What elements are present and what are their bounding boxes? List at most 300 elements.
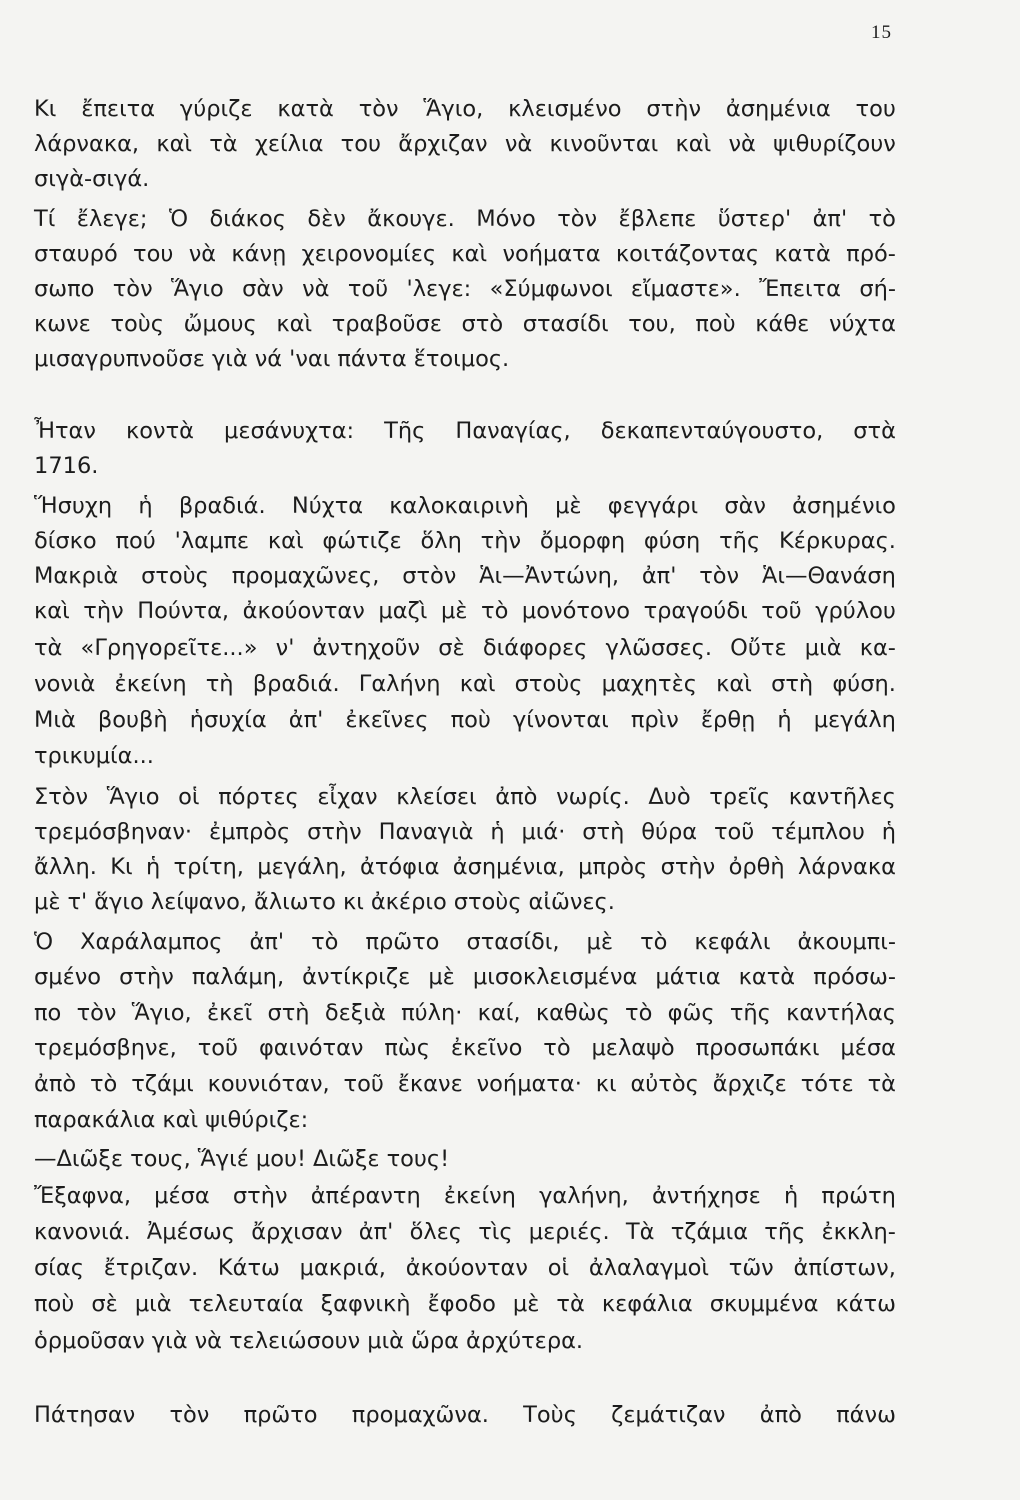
word: σή-	[859, 276, 896, 302]
word: Πάτησαν	[34, 1402, 136, 1428]
word: τρεμόσβηναν·	[34, 819, 193, 845]
word: ἀκέριο	[370, 889, 447, 915]
word: Στὸν	[34, 784, 89, 810]
word: παλάμη,	[191, 964, 285, 990]
word: κεφάλι	[694, 929, 771, 955]
word: σὲ	[438, 635, 465, 661]
word: ἡ	[881, 819, 896, 845]
word: ποὺ	[34, 1291, 75, 1317]
word: γίνονται	[512, 707, 609, 733]
word: προμαχῶνα.	[351, 1402, 489, 1428]
word: ὀρθὴ	[728, 854, 785, 880]
word: μέσα	[154, 1183, 210, 1209]
word: τους!	[386, 1146, 450, 1172]
word: κανονιά.	[34, 1219, 131, 1245]
word: καὶ	[716, 671, 752, 697]
word: κάνῃ	[231, 241, 287, 267]
word: στασίδι	[522, 311, 609, 337]
word: μὲ	[440, 598, 468, 624]
word: ἀκούονταν	[405, 1255, 528, 1281]
word: καὶ	[451, 241, 488, 267]
word: τῆς	[729, 1000, 771, 1026]
word: γρύλου	[815, 598, 896, 624]
word: τὸ	[90, 1071, 118, 1097]
word: τὰ	[556, 1291, 585, 1317]
word: μονότονο	[521, 598, 630, 624]
word: κουνιόταν,	[207, 1071, 330, 1097]
word: κινοῦνται	[549, 131, 659, 157]
word: τὸν	[699, 563, 740, 589]
word: φύση	[643, 528, 701, 554]
text-line	[34, 1142, 896, 1176]
text-line	[34, 925, 896, 959]
word: ἐκεῖνες	[345, 707, 429, 733]
word: στὸ	[461, 311, 504, 337]
word: τζάμια	[670, 1219, 749, 1245]
word: φεγγάρι	[607, 493, 699, 519]
word: μισαγρυπνοῦσε	[34, 346, 205, 372]
word: ξαφνικὴ	[320, 1291, 411, 1317]
word: τελειώσουν	[228, 1328, 361, 1354]
word: γαλήνη,	[539, 1183, 629, 1209]
word: φύση.	[832, 671, 896, 697]
word: αἰῶνες.	[528, 889, 615, 915]
text-line	[34, 272, 896, 306]
word: Ἅγιέ	[197, 1146, 249, 1172]
text-line	[34, 237, 896, 271]
word: ψιθύριζε:	[205, 1107, 309, 1133]
word: Τί	[34, 206, 56, 232]
word: νωρίς.	[556, 784, 630, 810]
word: δεκαπενταύγουστο,	[600, 418, 824, 444]
word: Ἅγιο	[171, 276, 224, 302]
word: ἀπ'	[249, 929, 285, 955]
word: κι	[342, 889, 364, 915]
word: γιὰ	[151, 1328, 188, 1354]
word: Μιὰ	[34, 707, 76, 733]
word: ἄλλη.	[34, 854, 97, 880]
text-line	[34, 202, 896, 236]
word: μακριά,	[299, 1255, 386, 1281]
word: Ὁ	[168, 206, 189, 232]
word: κάθε	[755, 311, 810, 337]
word: δίσκο	[34, 528, 97, 554]
word: τὴν	[83, 598, 124, 624]
word: νὰ	[728, 131, 756, 157]
word: τοῦ	[197, 1035, 239, 1061]
text-line	[34, 815, 896, 849]
word: προμαχῶνες,	[231, 563, 380, 589]
word: ἀπ'	[812, 206, 848, 232]
word: ἐμπρὸς	[208, 819, 291, 845]
word: πὼς	[384, 1035, 430, 1061]
text-line	[34, 559, 896, 593]
word: διάφορες	[482, 635, 588, 661]
text-line	[34, 631, 896, 665]
word: Παναγιὰ	[378, 819, 474, 845]
text-line	[34, 1324, 896, 1358]
word: καὶ	[162, 1107, 199, 1133]
word: ν'	[275, 635, 295, 661]
word: τοῦ	[761, 598, 802, 624]
word: ὤμους	[183, 311, 257, 337]
word: μπρὸς	[578, 854, 648, 880]
word: πύλη·	[401, 1000, 463, 1026]
word: εἶχαν	[317, 784, 378, 810]
word: νοήματα	[502, 241, 601, 267]
word: ἕτοιμος.	[413, 346, 510, 372]
word: κατὰ	[277, 96, 334, 122]
word: ἄρχιζε	[712, 1071, 787, 1097]
word: σίας	[34, 1255, 84, 1281]
word: ὕστερ'	[717, 206, 792, 232]
word: πρῶτο	[365, 929, 440, 955]
text-line	[34, 885, 896, 919]
word: τραβοῦσε	[331, 311, 442, 337]
text-line	[34, 667, 896, 701]
text-line	[34, 850, 896, 884]
word: ἡ	[777, 707, 792, 733]
word: παρακάλια	[34, 1107, 156, 1133]
word: νὰ	[194, 1328, 222, 1354]
word: ἀπ'	[288, 707, 324, 733]
word: ἀσημένιο	[792, 493, 896, 519]
word: Κάτω	[217, 1255, 280, 1281]
word: στασίδι,	[466, 929, 560, 955]
word: σιγὰ-σιγά.	[34, 166, 150, 192]
word: στοὺς	[514, 671, 583, 697]
word: τὸν	[112, 276, 153, 302]
word: τὸ	[625, 1000, 653, 1026]
word: οἱ	[178, 784, 200, 810]
word: 'λαμπε	[174, 528, 250, 554]
word: ποὺ	[450, 707, 491, 733]
word: σωπο	[34, 276, 95, 302]
word: φώτιζε	[322, 528, 402, 554]
text-line	[34, 996, 896, 1030]
word: κοιτάζοντας	[615, 241, 760, 267]
word: Κι	[110, 854, 133, 880]
word: τὸ	[481, 598, 509, 624]
word: ἀτόφια	[360, 854, 440, 880]
word: κωνε	[34, 311, 91, 337]
word: ἡ	[783, 1183, 799, 1209]
word: τρεῖς	[709, 784, 771, 810]
word: ἅγιο	[94, 889, 144, 915]
word: καὶ	[459, 671, 496, 697]
word: πρόσω-	[813, 964, 896, 990]
word: στὴν	[646, 96, 702, 122]
word: τῆς	[764, 1219, 806, 1245]
word: τὸν	[169, 1402, 210, 1428]
word: τὸν	[76, 1000, 117, 1026]
text-line	[34, 1103, 896, 1137]
word: Παναγίας,	[455, 418, 571, 444]
word: ἔρθῃ	[700, 707, 756, 733]
word: σμένο	[34, 964, 102, 990]
text-line	[34, 127, 896, 161]
word: ὅλη	[420, 528, 462, 554]
word: ἔκανε	[397, 1071, 463, 1097]
word: τοὺς	[110, 311, 164, 337]
word: λάρνακα	[798, 854, 896, 880]
word: τ'	[67, 889, 88, 915]
word: πρό-	[846, 241, 896, 267]
word: καὶ	[34, 598, 70, 624]
word: νὰ	[188, 241, 217, 267]
word: ἄκουγε.	[367, 206, 455, 232]
word: Οὔτε	[730, 635, 787, 661]
word: ζεμάτιζαν	[611, 1402, 726, 1428]
word: τελευταία	[188, 1291, 304, 1317]
text-line	[34, 1215, 896, 1249]
word: τὶς	[478, 1219, 513, 1245]
word: νοήματα·	[476, 1071, 582, 1097]
word: ἀπ'	[358, 1219, 394, 1245]
word: πρώτη	[821, 1183, 896, 1209]
word: εἴμαστε».	[630, 276, 741, 302]
word: τὸ	[868, 206, 896, 232]
word: Δυὸ	[648, 784, 691, 810]
word: βραδιά.	[252, 671, 340, 697]
word: κλείσει	[396, 784, 477, 810]
word: ἀρχύτερα.	[465, 1328, 584, 1354]
word: ἔφοδο	[427, 1291, 496, 1317]
word: ὁρμοῦσαν	[34, 1328, 145, 1354]
word: σκυμμένα	[709, 1291, 819, 1317]
word: ἀπὸ	[34, 1071, 77, 1097]
text-line	[34, 703, 896, 737]
word: Ἔπειτα	[759, 276, 841, 302]
word: τὸν	[358, 96, 399, 122]
word: καί,	[477, 1000, 521, 1026]
word: στὴ	[771, 671, 814, 697]
word: Ὁ	[34, 929, 54, 955]
word: τὰ	[867, 1071, 896, 1097]
word: τοῦ	[347, 276, 389, 302]
word: ἔλεγε;	[76, 206, 148, 232]
word: ἀπὸ	[759, 1402, 802, 1428]
word: νά	[254, 346, 283, 372]
text-line	[34, 414, 896, 448]
word: στοὺς	[453, 889, 522, 915]
word: γύριζε	[179, 96, 253, 122]
word: ἀκούονταν	[242, 598, 365, 624]
word: τῶν	[728, 1255, 774, 1281]
word: τους,	[130, 1146, 191, 1172]
text-line	[34, 960, 896, 994]
word: στοὺς	[141, 563, 209, 589]
word: γιὰ	[211, 346, 248, 372]
word: σὰν	[242, 276, 284, 302]
word: ἀντίκριζε	[302, 964, 411, 990]
word: καὶ	[675, 131, 712, 157]
word: στὰ	[853, 418, 896, 444]
word: θύρα	[641, 819, 698, 845]
word: ἐκεῖ	[206, 1000, 253, 1026]
word: χείλια	[254, 131, 324, 157]
word: μεγάλη	[813, 707, 896, 733]
text-line	[34, 449, 896, 483]
word: ἀκουμπι-	[797, 929, 896, 955]
word: Διῶξε	[313, 1146, 380, 1172]
word: στὴ	[267, 1000, 310, 1026]
word: ἀντηχοῦν	[312, 635, 421, 661]
word: τοῦ	[343, 1071, 384, 1097]
word: ἀπέραντη	[310, 1183, 421, 1209]
word: μέσα	[840, 1035, 896, 1061]
word: Ἁι—Ἀντώνη,	[479, 563, 619, 589]
word: 'ναι	[289, 346, 331, 372]
word: ἡ	[490, 819, 505, 845]
word: σὲ	[91, 1291, 118, 1317]
text-line	[34, 739, 896, 773]
word: ἀπὸ	[495, 784, 538, 810]
word: τὰ	[34, 635, 63, 661]
word: Ἁι—Θανάση	[761, 563, 896, 589]
word: Μόνο	[476, 206, 536, 232]
word: τρεμόσβηνε,	[34, 1035, 177, 1061]
word: μὲ	[586, 929, 614, 955]
word: τζάμι	[131, 1071, 194, 1097]
text-line	[34, 1179, 896, 1213]
word: τοῦ	[713, 819, 755, 845]
word: Χαράλαμπος	[80, 929, 223, 955]
word: προσωπάκι	[695, 1035, 820, 1061]
word: Κι	[34, 96, 57, 122]
word: του,	[628, 311, 676, 337]
word: ἀπίστων,	[793, 1255, 896, 1281]
word: Γαλήνη	[358, 671, 441, 697]
word: ἀσημένια	[725, 96, 831, 122]
word: στὴν	[307, 819, 362, 845]
word: Ἅγιο,	[131, 1000, 192, 1026]
word: 'λεγε:	[406, 276, 472, 302]
word: Ἅγιο,	[423, 96, 484, 122]
word: οἱ	[547, 1255, 570, 1281]
word: ἄρχιζαν	[398, 131, 488, 157]
word: καλοκαιρινὴ	[389, 493, 529, 519]
word: καθὼς	[535, 1000, 610, 1026]
word: τὸ	[640, 929, 668, 955]
word: τὰ	[209, 131, 238, 157]
word: λείψανο,	[150, 889, 248, 915]
text-line	[34, 342, 896, 376]
word: Ἔξαφνα,	[34, 1183, 131, 1209]
word: πρὶν	[630, 707, 679, 733]
word: πο	[34, 1000, 62, 1026]
word: ἡ	[145, 854, 161, 880]
word: τρίτη,	[173, 854, 244, 880]
word: μεσάνυχτα:	[224, 418, 355, 444]
word: μὲ	[428, 964, 455, 990]
word: μιὰ	[804, 635, 842, 661]
word: τῆς	[719, 528, 761, 554]
text-line	[34, 1067, 896, 1101]
word: στὴ	[582, 819, 625, 845]
word: νὰ	[302, 276, 330, 302]
text-line	[34, 1287, 896, 1321]
word: κα-	[859, 635, 896, 661]
word: Ἥσυχη	[34, 493, 113, 519]
word: μεριές.	[528, 1219, 610, 1245]
word: ἀσημένια,	[452, 854, 565, 880]
word: κοντὰ	[125, 418, 194, 444]
word: του	[133, 241, 174, 267]
word: στὴν	[119, 964, 174, 990]
word: τέμπλου	[771, 819, 865, 845]
text-line	[34, 594, 896, 628]
word: ποὺ	[695, 311, 736, 337]
word: Πούντα,	[137, 598, 230, 624]
word: τρικυμία...	[34, 743, 154, 769]
word: νύχτα	[828, 311, 896, 337]
word: ἀπ'	[641, 563, 677, 589]
word: μιὰ	[134, 1291, 172, 1317]
text-line	[34, 162, 896, 196]
word: ἡσυχία	[189, 707, 267, 733]
word: πρῶτο	[243, 1402, 318, 1428]
word: βουβὴ	[97, 707, 168, 733]
word: χειρονομίες	[301, 241, 437, 267]
word: ἔτριζαν.	[103, 1255, 199, 1281]
word: μὲ	[34, 889, 61, 915]
word: «Γρηγορεῖτε...»	[80, 635, 258, 661]
text-line	[34, 307, 896, 341]
word: μάτια	[655, 964, 721, 990]
page-number: 15	[871, 22, 892, 43]
word: Νύχτα	[291, 493, 364, 519]
word: μελαψὸ	[591, 1035, 675, 1061]
word: Κέρκυρας.	[778, 528, 896, 554]
word: —Διῶξε	[34, 1146, 124, 1172]
word: νονιὰ	[34, 671, 96, 697]
word: κι	[595, 1071, 617, 1097]
word: τὴν	[480, 528, 522, 554]
word: 1716.	[34, 453, 99, 479]
text-line	[34, 92, 896, 126]
word: ἐκείνη	[114, 671, 187, 697]
word: μισοκλεισμένα	[472, 964, 638, 990]
word: νὰ	[504, 131, 533, 157]
word: πόρτες	[218, 784, 299, 810]
word: ἐκείνη	[443, 1183, 516, 1209]
word: κατὰ	[738, 964, 796, 990]
word: καὶ	[276, 311, 313, 337]
word: ψιθυρίζουν	[773, 131, 896, 157]
word: βραδιά.	[178, 493, 266, 519]
word: καὶ	[267, 528, 304, 554]
word: ἡ	[138, 493, 153, 519]
word: πάνω	[836, 1402, 896, 1428]
word: μαζὶ	[378, 598, 428, 624]
word: διάκος	[209, 206, 286, 232]
word: φαινόταν	[258, 1035, 364, 1061]
word: Ἦταν	[34, 418, 96, 444]
text-line	[34, 1398, 896, 1432]
word: αὐτὸς	[630, 1071, 699, 1097]
word: στὸν	[402, 563, 457, 589]
word: τὴ	[205, 671, 234, 697]
word: καντῆλες	[788, 784, 896, 810]
word: κεφάλια	[601, 1291, 693, 1317]
word: καὶ	[156, 131, 193, 157]
word: ὅλες	[409, 1219, 463, 1245]
word: πού	[115, 528, 156, 554]
text-line	[34, 1251, 896, 1285]
word: ἐκεῖνο	[450, 1035, 523, 1061]
word: τὸ	[311, 929, 339, 955]
